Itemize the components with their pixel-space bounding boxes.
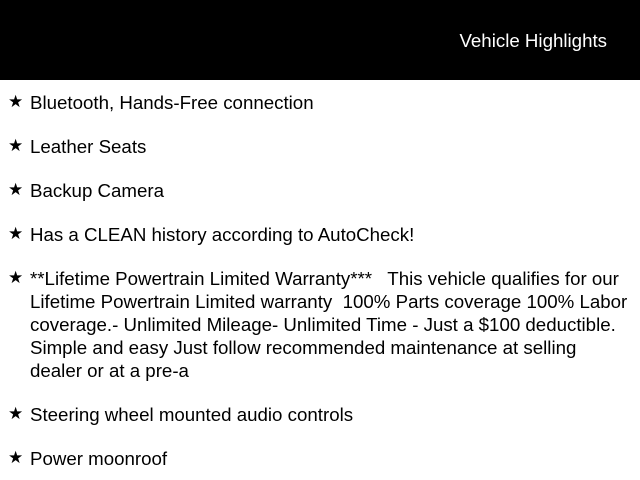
highlight-item-text: Steering wheel mounted audio controls xyxy=(30,404,354,425)
highlight-list-item xyxy=(8,267,633,382)
page-title: Vehicle Highlights xyxy=(459,29,607,51)
star-bullet-icon: ★ xyxy=(8,224,24,244)
highlight-list-item xyxy=(8,135,628,158)
star-bullet-icon: ★ xyxy=(8,268,24,288)
star-bullet-icon: ★ xyxy=(8,448,24,468)
highlight-item-text: Bluetooth, Hands-Free connection xyxy=(30,92,314,113)
highlight-list-item xyxy=(8,223,628,246)
highlight-list-item xyxy=(8,403,628,426)
highlight-item-text: Leather Seats xyxy=(30,136,147,157)
highlight-item-text: Backup Camera xyxy=(30,180,164,201)
highlight-list-item xyxy=(8,179,628,202)
star-bullet-icon: ★ xyxy=(8,92,24,112)
highlight-item-text: Power moonroof xyxy=(30,448,168,469)
header-bar xyxy=(0,0,640,80)
vehicle-highlights-list xyxy=(0,80,640,470)
star-bullet-icon: ★ xyxy=(8,136,24,156)
highlight-item-text: **Lifetime Powertrain Limited Warranty*** This vehicle qualifies for our Lifetime Powertrain Limited warranty 100% Parts coverage 100% Labor coverage.- Unlimited Mileage- Unlimited Time - Just a $100 deductible. Simple and easy Just follow recommended maintenance at selling dealer or at a pre-a xyxy=(30,268,633,381)
highlight-item-text: Has a CLEAN history according to AutoCheck! xyxy=(30,224,415,245)
highlight-list-item xyxy=(8,91,628,114)
highlight-list-item xyxy=(8,447,628,470)
star-bullet-icon: ★ xyxy=(8,404,24,424)
star-bullet-icon: ★ xyxy=(8,180,24,200)
